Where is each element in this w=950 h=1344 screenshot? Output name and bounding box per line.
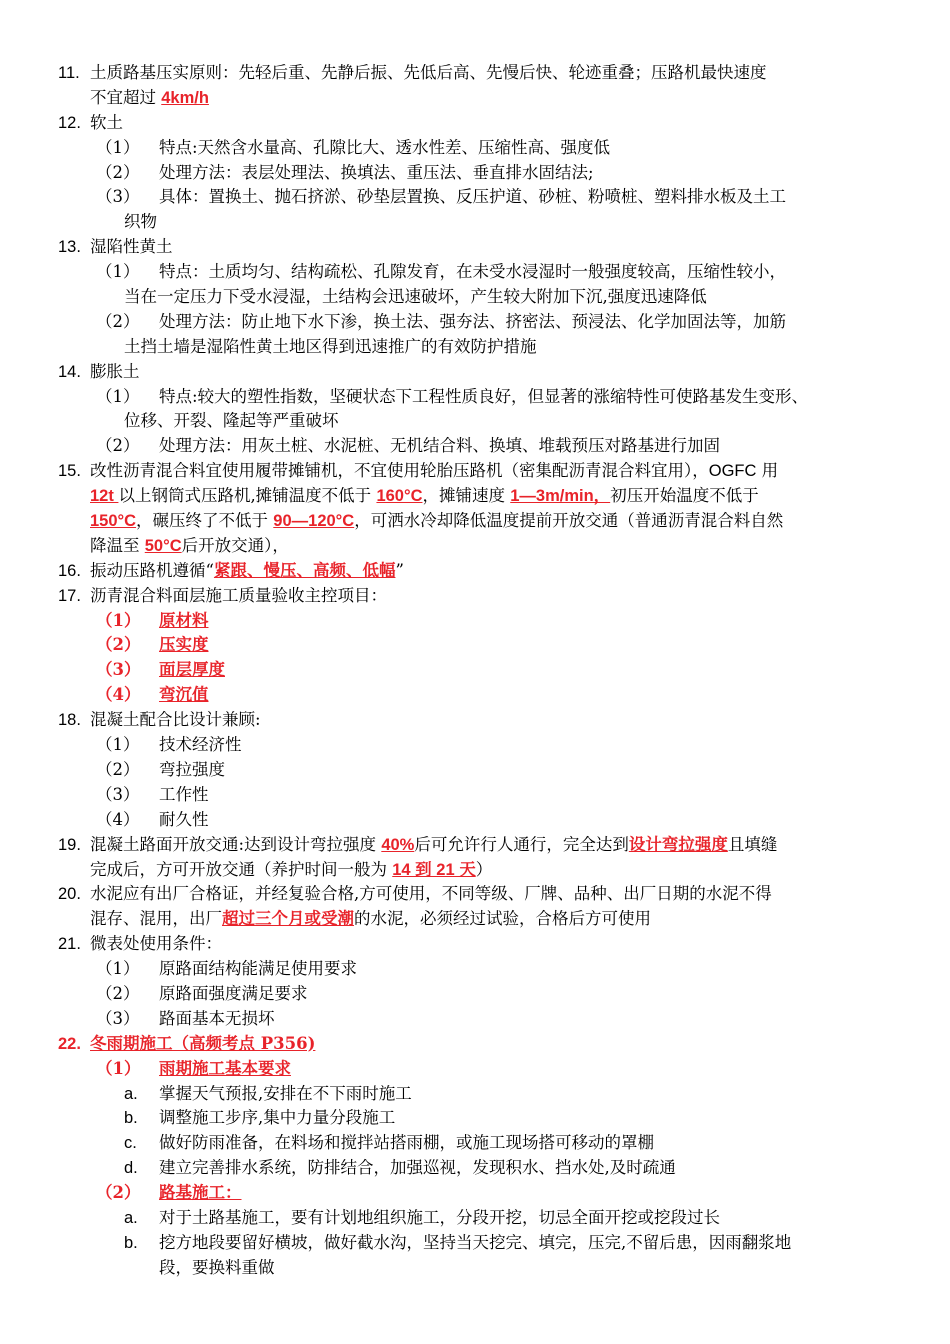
list-marker: d. bbox=[124, 1159, 138, 1178]
item-15-line-4 bbox=[58, 534, 908, 559]
sub-text: 处理方法：用灰土桩、水泥桩、无机结合料、换填、堆载预压对路基进行加固 bbox=[159, 436, 720, 456]
item-12-sub-2 bbox=[58, 161, 908, 186]
sub-marker: （3） bbox=[96, 1008, 140, 1028]
list-marker: a. bbox=[124, 1084, 138, 1103]
sub-marker: （2） bbox=[96, 759, 140, 779]
highlight-paving-speed: 1—3m/min， bbox=[510, 487, 611, 506]
item-18-sub-2 bbox=[58, 758, 908, 783]
sub-text: 特点：土质均匀、结构疏松、孔隙发育，在未受水浸湿时一般强度较高，压缩性较小， bbox=[159, 262, 786, 282]
item-text: ，碾压终了不低于 bbox=[136, 511, 274, 531]
sub-text: 工作性 bbox=[159, 784, 209, 804]
item-text: 完成后，方可开放交通（养护时间一般为 bbox=[90, 859, 393, 879]
item-19-line-2 bbox=[58, 858, 908, 883]
item-text: 初压开始温度不低于 bbox=[610, 486, 759, 506]
sub-marker: （2） bbox=[96, 635, 141, 655]
highlight-roller-weight: 12t bbox=[90, 487, 119, 506]
item-12-sub-3-cont bbox=[58, 210, 908, 235]
item-22-sub-1-c bbox=[58, 1131, 908, 1156]
item-13-title bbox=[58, 235, 908, 260]
item-number: 17. bbox=[58, 586, 81, 605]
item-14-title bbox=[58, 360, 908, 385]
sub-text: 特点:较大的塑性指数，坚硬状态下工程性质良好，但显著的涨缩特性可使路基发生变形、 bbox=[159, 386, 809, 406]
item-22-title bbox=[58, 1032, 908, 1057]
item-21-title bbox=[58, 932, 908, 957]
highlight-final-temp: 90—120°C bbox=[273, 512, 355, 531]
list-text: 调整施工步序,集中力量分段施工 bbox=[159, 1108, 396, 1128]
item-number: 19. bbox=[58, 835, 81, 854]
item-title-highlight: 冬雨期施工（高频考点 P356) bbox=[90, 1033, 316, 1053]
sub-marker: （1） bbox=[96, 735, 140, 755]
item-20-line-1 bbox=[58, 882, 908, 907]
sub-text: 特点:天然含水量高、孔隙比大、透水性差、压缩性高、强度低 bbox=[159, 137, 611, 157]
item-text-line bbox=[90, 509, 783, 534]
item-number: 16. bbox=[58, 561, 81, 580]
item-22-sub-2-b bbox=[58, 1231, 908, 1256]
item-text: 的水泥，必须经过试验，合格后方可使用 bbox=[354, 909, 651, 929]
item-number: 14. bbox=[58, 362, 81, 381]
item-18-title bbox=[58, 708, 908, 733]
sub-text: 路面基本无损坏 bbox=[159, 1008, 275, 1028]
item-22-sub-2-a bbox=[58, 1206, 908, 1231]
item-number: 21. bbox=[58, 935, 81, 954]
item-21-sub-2 bbox=[58, 982, 908, 1007]
highlight-initial-temp: 150°C bbox=[90, 512, 137, 531]
sub-text: 技术经济性 bbox=[159, 735, 242, 755]
item-text-line bbox=[90, 833, 777, 858]
sub-marker: （3） bbox=[96, 187, 140, 207]
highlight-paving-temp: 160°C bbox=[376, 487, 423, 506]
sub-text: 原路面结构能满足使用要求 bbox=[159, 959, 357, 979]
item-number: 13. bbox=[58, 238, 81, 257]
item-number: 22. bbox=[58, 1034, 81, 1053]
sub-text: 耐久性 bbox=[159, 809, 209, 829]
item-number: 18. bbox=[58, 711, 81, 730]
item-text-line bbox=[90, 858, 492, 883]
item-11-line-2 bbox=[58, 86, 908, 111]
item-text: ” bbox=[395, 560, 404, 580]
item-18-sub-4 bbox=[58, 808, 908, 833]
item-11-line-1 bbox=[58, 61, 908, 86]
sub-marker: （1） bbox=[96, 386, 140, 406]
sub-marker: （2） bbox=[96, 436, 140, 456]
item-13-sub-1-cont bbox=[58, 285, 908, 310]
sub-text-highlight: 压实度 bbox=[159, 635, 209, 655]
item-12-sub-3 bbox=[58, 185, 908, 210]
item-number: 11. bbox=[58, 64, 80, 82]
sub-marker: （2） bbox=[96, 162, 140, 182]
item-15-line-2 bbox=[58, 484, 908, 509]
sub-text: 处理方法：防止地下水下渗，换土法、强夯法、挤密法、预浸法、化学加固法等，加筋 bbox=[159, 311, 786, 331]
sub-text: 具体：置换土、抛石挤淤、砂垫层置换、反压护道、砂桩、粉喷桩、塑料排水板及土工 bbox=[159, 187, 786, 207]
item-title: 沥青混合料面层施工质量验收主控项目： bbox=[90, 585, 387, 605]
sub-marker: （2） bbox=[96, 1183, 141, 1203]
sub-marker: （1） bbox=[96, 959, 140, 979]
item-22-sub-2-b-cont bbox=[58, 1256, 908, 1281]
item-text-line bbox=[90, 907, 651, 932]
item-text: 用 bbox=[756, 461, 779, 481]
item-text-line bbox=[90, 86, 209, 111]
item-text: 土质路基压实原则：先轻后重、先静后振、先低后高、先慢后快、轮迹重叠；压路机最快速度 bbox=[90, 63, 767, 82]
sub-marker: （1） bbox=[96, 262, 140, 282]
sub-title-highlight: 雨期施工基本要求 bbox=[159, 1058, 291, 1078]
item-22-sub-1-d bbox=[58, 1156, 908, 1181]
item-22-sub-1 bbox=[58, 1057, 908, 1082]
list-marker: c. bbox=[124, 1134, 137, 1153]
sub-marker: （1） bbox=[96, 137, 140, 157]
item-title: 膨胀土 bbox=[90, 361, 140, 381]
item-15-line-1 bbox=[58, 459, 908, 484]
item-text: ） bbox=[475, 859, 493, 879]
item-number: 12. bbox=[58, 113, 81, 132]
item-text: 后开放交通）， bbox=[181, 535, 289, 555]
sub-text-continued: 织物 bbox=[124, 212, 157, 232]
item-17-sub-4 bbox=[58, 683, 908, 708]
highlight-cement-expiry: 超过三个月或受潮 bbox=[222, 909, 354, 929]
item-text: 混凝土路面开放交通:达到设计弯拉强度 bbox=[90, 834, 382, 854]
list-text: 对于土路基施工，要有计划地组织施工，分段开挖，切忌全面开挖或挖段过长 bbox=[159, 1207, 720, 1227]
highlight-curing-days: 14 到 21 天 bbox=[392, 860, 476, 879]
item-13-sub-1 bbox=[58, 260, 908, 285]
sub-title-highlight: 路基施工： bbox=[159, 1183, 242, 1203]
sub-text-highlight: 原材料 bbox=[159, 610, 209, 630]
sub-text-continued: 土挡土墙是湿陷性黄土地区得到迅速推广的有效防护措施 bbox=[124, 336, 537, 356]
item-title: 湿陷性黄土 bbox=[90, 237, 173, 257]
sub-marker: （3） bbox=[96, 660, 141, 680]
item-21-sub-3 bbox=[58, 1007, 908, 1032]
sub-marker: （4） bbox=[96, 685, 141, 705]
item-19-line-1 bbox=[58, 833, 908, 858]
sub-text: 处理方法：表层处理法、换填法、重压法、垂直排水固结法; bbox=[159, 162, 594, 182]
item-text: ，可洒水冷却降低温度提前开放交通（普通沥青混合料自然 bbox=[354, 511, 784, 531]
item-text: 后可允许行人通行，完全达到 bbox=[414, 834, 629, 854]
item-text: ，摊铺速度 bbox=[422, 486, 511, 506]
item-14-sub-1-cont bbox=[58, 409, 908, 434]
item-text: 以上钢筒式压路机,摊铺温度不低于 bbox=[118, 486, 377, 506]
item-21-sub-1 bbox=[58, 957, 908, 982]
list-text: 做好防雨准备，在料场和搅拌站搭雨棚，或施工现场搭可移动的罩棚 bbox=[159, 1133, 654, 1153]
item-12-sub-1 bbox=[58, 136, 908, 161]
sub-marker: （1） bbox=[96, 1058, 141, 1078]
list-text: 建立完善排水系统，防排结合，加强巡视，发现积水、挡水处,及时疏通 bbox=[159, 1158, 676, 1178]
sub-marker: （2） bbox=[96, 311, 140, 331]
sub-text: 弯拉强度 bbox=[159, 759, 225, 779]
sub-marker: （1） bbox=[96, 610, 141, 630]
sub-marker: （3） bbox=[96, 784, 140, 804]
item-number: 20. bbox=[58, 885, 81, 904]
document-body bbox=[58, 61, 908, 1281]
item-13-sub-2-cont bbox=[58, 335, 908, 360]
sub-text: 原路面强度满足要求 bbox=[159, 983, 308, 1003]
item-text: 水泥应有出厂合格证，并经复验合格,方可使用，不同等级、厂牌、品种、出厂日期的水泥不得 bbox=[90, 884, 772, 904]
sub-text-highlight: 弯沉值 bbox=[159, 685, 209, 705]
item-text-line bbox=[90, 559, 404, 584]
item-17-sub-1 bbox=[58, 609, 908, 634]
highlight-open-temp: 50°C bbox=[144, 536, 182, 555]
item-text-line bbox=[90, 534, 289, 559]
sub-text-highlight: 面层厚度 bbox=[159, 660, 225, 680]
item-number: 15. bbox=[58, 462, 81, 481]
item-text-ogfc: OGFC bbox=[708, 462, 757, 481]
item-17-sub-2 bbox=[58, 633, 908, 658]
item-18-sub-1 bbox=[58, 733, 908, 758]
list-text: 挖方地段要留好横坡，做好截水沟，坚持当天挖完、填完，压完,不留后患，因雨翻浆地 bbox=[159, 1232, 792, 1252]
list-text: 掌握天气预报,安排在不下雨时施工 bbox=[159, 1083, 412, 1103]
item-text: 混存、混用，出厂 bbox=[90, 909, 222, 929]
item-22-sub-1-b bbox=[58, 1106, 908, 1131]
item-13-sub-2 bbox=[58, 310, 908, 335]
item-12-title bbox=[58, 111, 908, 136]
sub-text-continued: 位移、开裂、隆起等严重破坏 bbox=[124, 411, 339, 431]
item-22-sub-1-a bbox=[58, 1082, 908, 1107]
list-marker: a. bbox=[124, 1208, 138, 1227]
list-text-continued: 段，要换料重做 bbox=[159, 1257, 275, 1277]
sub-marker: （4） bbox=[96, 809, 140, 829]
highlight-design-strength: 设计弯拉强度 bbox=[628, 834, 728, 854]
list-marker: b. bbox=[124, 1233, 138, 1252]
list-marker: b. bbox=[124, 1109, 138, 1128]
item-text: 振动压路机遵循“ bbox=[90, 560, 214, 580]
item-16 bbox=[58, 559, 908, 584]
item-text: 不宜超过 bbox=[90, 87, 162, 107]
sub-marker: （2） bbox=[96, 983, 140, 1003]
item-18-sub-3 bbox=[58, 783, 908, 808]
item-text: 降温至 bbox=[90, 535, 145, 555]
item-22-sub-2 bbox=[58, 1181, 908, 1206]
item-20-line-2 bbox=[58, 907, 908, 932]
item-title: 混凝土配合比设计兼顾: bbox=[90, 710, 261, 730]
item-text-line bbox=[90, 484, 759, 509]
item-17-sub-3 bbox=[58, 658, 908, 683]
sub-text-continued: 当在一定压力下受水浸湿，土结构会迅速破坏，产生较大附加下沉,强度迅速降低 bbox=[124, 287, 707, 307]
highlight-speed: 4km/h bbox=[161, 88, 209, 107]
item-title: 软土 bbox=[90, 112, 123, 132]
item-title: 微表处使用条件： bbox=[90, 934, 222, 954]
item-17-title bbox=[58, 584, 908, 609]
highlight-roller-principle: 紧跟、慢压、高频、低幅 bbox=[213, 560, 396, 580]
highlight-strength-percent: 40% bbox=[381, 835, 415, 854]
item-text: 且填缝 bbox=[727, 834, 778, 854]
item-15-line-3 bbox=[58, 509, 908, 534]
item-14-sub-1 bbox=[58, 385, 908, 410]
item-text: 改性沥青混合料宜使用履带摊铺机，不宜使用轮胎压路机（密集配沥青混合料宜用）， bbox=[90, 461, 709, 481]
item-text-line bbox=[90, 459, 778, 484]
item-14-sub-2 bbox=[58, 434, 908, 459]
